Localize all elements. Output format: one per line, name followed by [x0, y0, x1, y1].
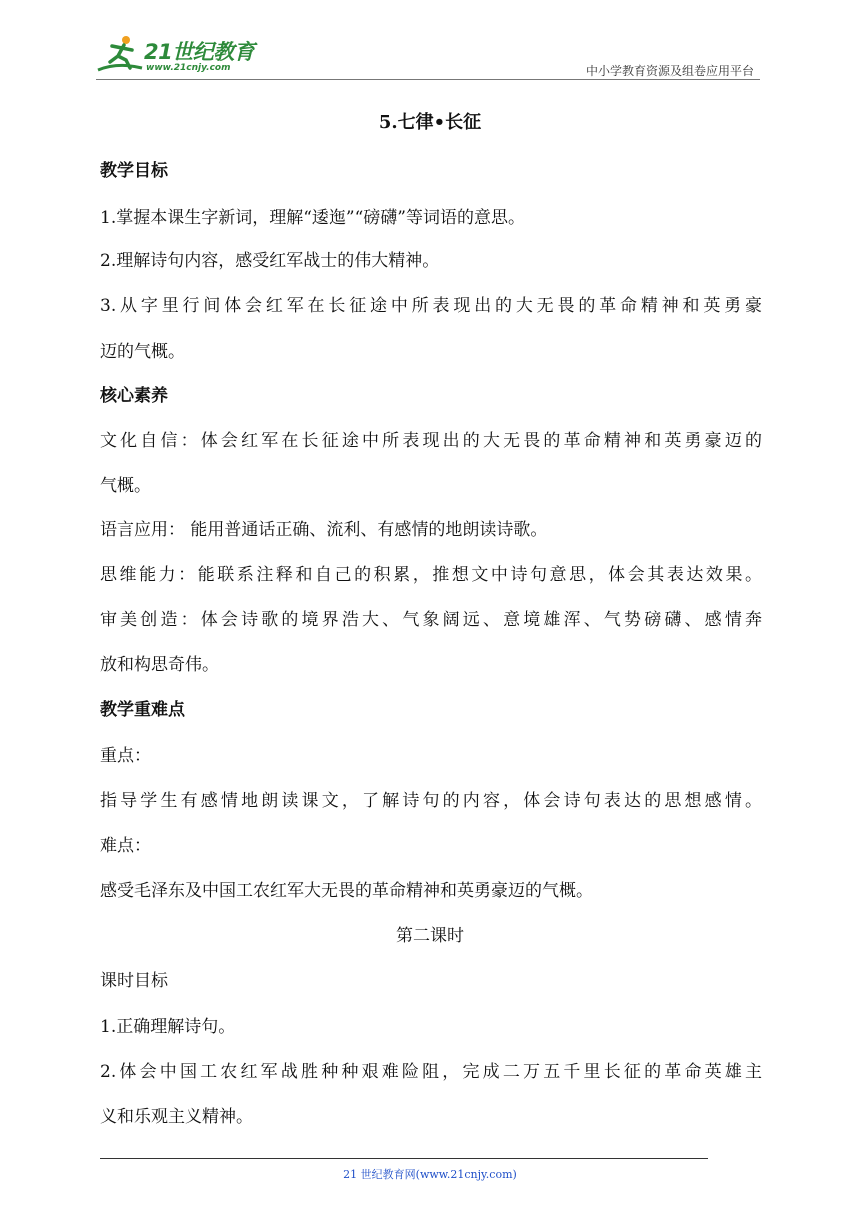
literacy-aesthetic: 审美创造：体会诗歌的境界浩大、气象阔远、意境雄浑、气势磅礴、感情奔 — [100, 610, 762, 630]
section-heading-literacy: 核心素养 — [100, 386, 168, 406]
section-heading-keypoints: 教学重难点 — [100, 700, 185, 720]
section-heading-objectives: 教学目标 — [100, 161, 168, 181]
literacy-culture: 文化自信：体会红军在长征途中所表现出的大无畏的革命精神和英勇豪迈的 — [100, 431, 762, 451]
footer-divider — [100, 1158, 708, 1159]
keypoint-label: 重点： — [100, 746, 151, 766]
objective-1: 1.掌握本课生字新词，理解“逶迤”“磅礴”等词语的意思。 — [100, 208, 525, 228]
logo-url: www.21cnjy.com — [146, 63, 231, 73]
header-divider — [96, 79, 760, 80]
lesson-objective-2: 2.体会中国工农红军战胜种种艰难险阻，完成二万五千里长征的革命英雄主 — [100, 1062, 762, 1082]
keypoint-text: 指导学生有感情地朗读课文，了解诗句的内容，体会诗句表达的思想感情。 — [100, 791, 762, 811]
literacy-aesthetic-cont: 放和构思奇伟。 — [100, 655, 219, 675]
lesson-objective-1: 1.正确理解诗句。 — [100, 1017, 236, 1037]
difficulty-text: 感受毛泽东及中国工农红军大无畏的革命精神和英勇豪迈的气概。 — [100, 881, 593, 901]
literacy-thinking: 思维能力：能联系注释和自己的积累，推想文中诗句意思，体会其表达效果。 — [100, 565, 762, 585]
objective-2: 2.理解诗句内容，感受红军战士的伟大精神。 — [100, 251, 440, 271]
lesson-title: 第二课时 — [396, 926, 464, 946]
site-logo[interactable] — [96, 32, 266, 76]
literacy-culture-cont: 气概。 — [100, 476, 151, 496]
runner-logo-icon — [96, 32, 146, 76]
platform-name: 中小学教育资源及组卷应用平台 — [585, 64, 754, 78]
footer-link[interactable]: 21 世纪教育网(www.21cnjy.com) — [343, 1168, 517, 1181]
logo-text: 21世纪教育 — [144, 40, 255, 64]
literacy-language: 语言应用： 能用普通话正确、流利、有感情的地朗读诗歌。 — [100, 520, 548, 540]
objective-3: 3.从字里行间体会红军在长征途中所表现出的大无畏的革命精神和英勇豪 — [100, 296, 762, 316]
lesson-objective-2-cont: 义和乐观主义精神。 — [100, 1107, 253, 1127]
difficulty-label: 难点： — [100, 836, 151, 856]
document-title: 5.七律•长征 — [378, 112, 482, 133]
lesson-objectives-heading: 课时目标 — [100, 971, 168, 991]
objective-3-cont: 迈的气概。 — [100, 342, 185, 362]
page-header — [96, 32, 760, 78]
